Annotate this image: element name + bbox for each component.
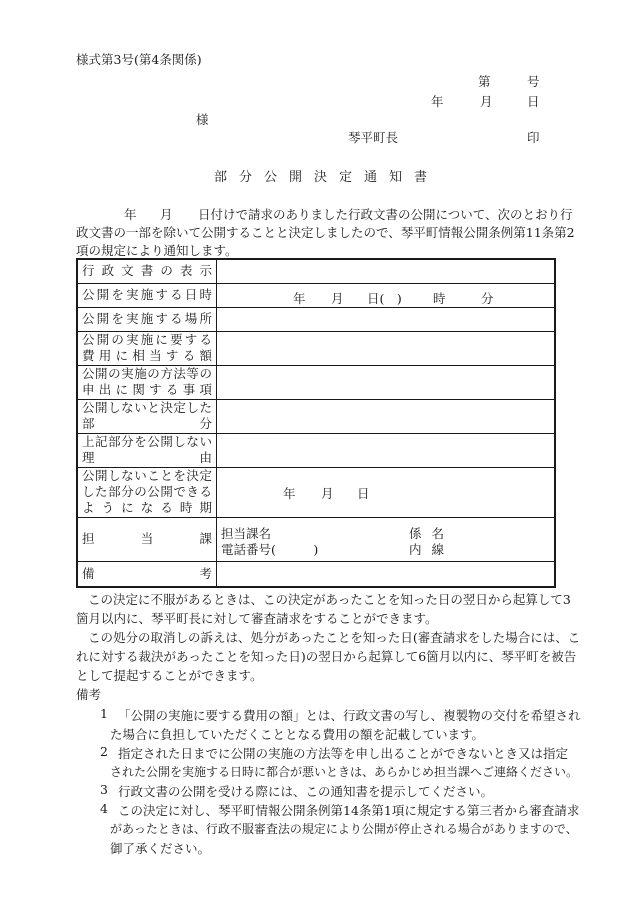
label-disclosure-datetime: 公開を実施する日時 <box>77 283 217 307</box>
note-4-line2: があったときは、行政不服審査法の規定により公開が停止される場合がありますので、 <box>110 822 578 836</box>
value-department[interactable] <box>217 517 556 561</box>
value-method-request[interactable] <box>217 365 556 399</box>
note-4-line1: この決定に対し、琴平町情報公開条例第14条第1項に規定する第三者から審査請求 <box>118 803 580 818</box>
dt-day: 日( ) <box>367 290 402 306</box>
label-undisclosed-reason: 上記部分を公開しない 理由 <box>77 433 217 467</box>
label-disclosable-time: 公開しないことを決定 した部分の公開できる ようになる時期 <box>77 467 217 517</box>
value-document-display[interactable] <box>217 259 556 283</box>
date-day: 日 <box>527 94 540 109</box>
dt-hour: 時 <box>433 290 446 306</box>
note-1-line2: た場合に負担していただくこととなる費用の額を記載しています。 <box>110 727 485 742</box>
row-department <box>77 517 555 561</box>
label-document-display: 行政文書の表示 <box>77 259 217 283</box>
document-title: 部分公開決定通知書 <box>214 170 440 185</box>
note-2-num: 2 <box>100 744 108 759</box>
row-document-display <box>77 259 555 283</box>
date-year: 年 <box>431 94 444 109</box>
label-disclosure-place: 公開を実施する場所 <box>77 307 217 331</box>
label-department: 担当課 <box>77 517 217 561</box>
note-3-num: 3 <box>100 782 108 797</box>
row-remarks <box>77 561 555 587</box>
p2-line3: として提起することができます。 <box>76 668 263 683</box>
row-undisclosed-part <box>77 399 555 433</box>
dtime-month: 月 <box>321 485 334 501</box>
row-undisclosed-reason <box>77 433 555 467</box>
value-disclosure-place[interactable] <box>217 307 556 331</box>
p2-line2: れに対する裁決があったことを知った日)の翌日から起算して6箇月以内に、琴平町を被告 <box>76 649 577 664</box>
dept-kakari: 係名 <box>409 525 455 541</box>
row-disclosure-datetime <box>77 283 555 307</box>
dtime-year: 年 <box>283 485 296 501</box>
intro-line2: 政文書の一部を除いて公開することと決定しましたので、琴平町情報公開条例第11条第2 <box>76 225 575 240</box>
intro-line3: 項の規定により通知します。 <box>76 243 238 258</box>
dt-month: 月 <box>331 290 344 306</box>
intro-month: 月 <box>160 207 173 222</box>
value-cost-amount[interactable] <box>217 331 556 365</box>
note-1-line1: 「公開の実施に要する費用の額」とは、行政文書の写し、複製物の交付を希望され <box>118 708 581 723</box>
note-4-num: 4 <box>100 801 108 816</box>
issuer-name: 琴平町長 <box>348 130 399 145</box>
row-cost-amount <box>77 331 555 365</box>
dept-naisen: 内線 <box>409 541 455 557</box>
row-method-request <box>77 365 555 399</box>
doc-number-go: 号 <box>527 74 540 89</box>
dt-minute: 分 <box>481 290 494 306</box>
value-disclosure-datetime[interactable] <box>217 283 556 307</box>
dt-year: 年 <box>293 290 306 306</box>
value-remarks[interactable] <box>217 561 556 587</box>
intro-line1: 日付けで請求のありました行政文書の公開について、次のとおり行 <box>198 207 573 222</box>
dtime-day: 日 <box>357 485 370 501</box>
note-2-line2: された公開を実施する日時に都合が悪いときは、あらかじめ担当課へご連絡ください。 <box>110 765 579 779</box>
form-number: 様式第3号(第4条関係) <box>76 52 202 67</box>
p1-line1: この決定に不服があるときは、この決定があったことを知った日の翌日から起算して3 <box>88 592 571 607</box>
note-3-line1: 行政文書の公開を受ける際には、この通知書を提示してください。 <box>118 784 494 799</box>
dept-name: 担当課名 <box>221 525 272 541</box>
value-undisclosed-part[interactable] <box>217 399 556 433</box>
row-disclosure-place <box>77 307 555 331</box>
label-remarks: 備考 <box>77 561 217 587</box>
label-cost-amount: 公開の実施に要する 費用に相当する額 <box>77 331 217 365</box>
value-disclosable-time[interactable] <box>217 467 556 517</box>
notes-heading: 備考 <box>76 687 102 702</box>
note-2-line1: 指定された日までに公開の実施の方法等を申し出ることができないとき又は指定 <box>118 746 569 761</box>
note-1-num: 1 <box>100 706 108 721</box>
intro-year: 年 <box>124 207 137 222</box>
doc-number-dai: 第 <box>478 74 491 89</box>
dept-phone: 電話番号( ) <box>221 541 319 557</box>
form-table <box>76 258 556 588</box>
date-month: 月 <box>480 94 493 109</box>
row-disclosable-time <box>77 467 555 517</box>
value-undisclosed-reason[interactable] <box>217 433 556 467</box>
recipient-sama: 様 <box>196 112 209 127</box>
label-method-request: 公開の実施の方法等の 申出に関する事項 <box>77 365 217 399</box>
p2-line1: この処分の取消しの訴えは、処分があったことを知った日(審査請求をした場合には、こ <box>88 630 581 645</box>
p1-line2: 箇月以内に、琴平町長に対して審査請求をすることができます。 <box>76 611 438 626</box>
label-undisclosed-part: 公開しないと決定した 部分 <box>77 399 217 433</box>
seal-mark: 印 <box>527 130 540 145</box>
note-4-line3: 御了承ください。 <box>110 841 211 856</box>
